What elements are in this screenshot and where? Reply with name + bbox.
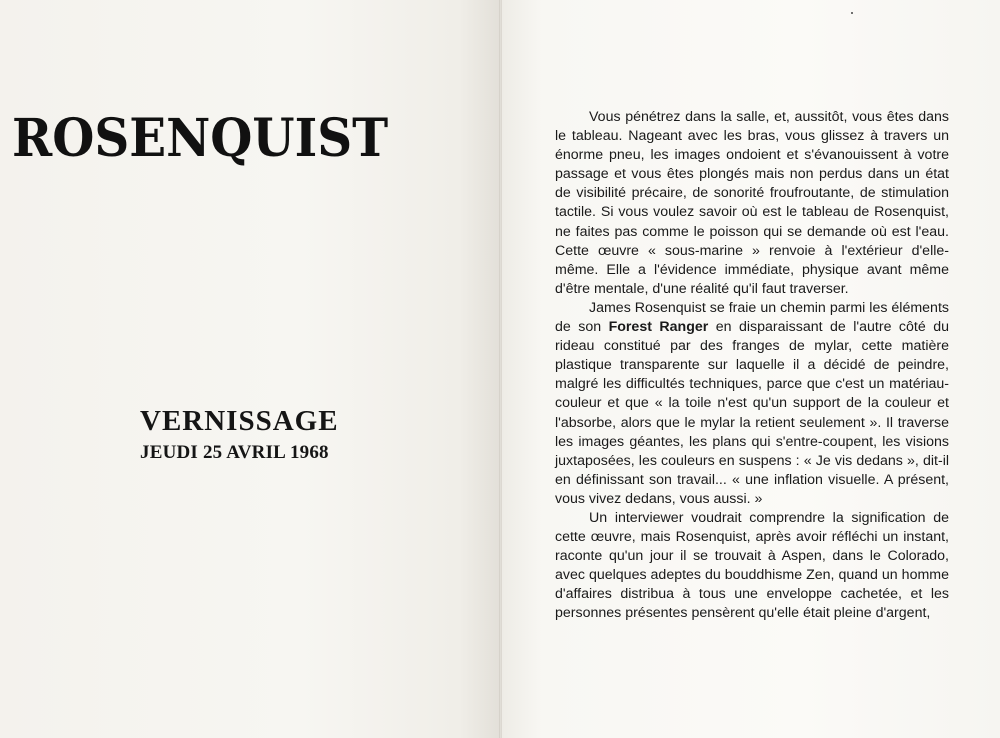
event-date: JEUDI 25 AVRIL 1968: [140, 442, 329, 463]
paragraph-2-end: en disparaissant de l'autre côté du rideau constitué par des franges de mylar, cette matière plastique transparente sur laquelle il a décidé de peindre, malgré les difficultés techniques, parce que c'est un matériau-couleur et que « la toile n'est qu'un support de la couleur et l'absorbe, alors que le mylar la retient seulement ». Il traverse les images géantes, les plans qui s'entre-coupent, les visions juxtaposées, les couleurs en suspens : « Je vis dedans », dit-il en définissant son travail... « une inflation visuelle. A présent, vous vivez dedans, vous aussi. »: [555, 319, 949, 507]
paragraph-2: [555, 299, 949, 509]
paragraph-3: Un interviewer voudrait comprendre la signification de cette œuvre, mais Rosenquist, après avoir réfléchi un instant, raconte qu'un jour il se trouvait à Aspen, dans le Colorado, avec quelques adeptes du bouddhisme Zen, quand un homme d'affaires distribua à tous une enveloppe cachetée, et les personnes présentes pensèrent qu'elle était pleine d'argent,: [555, 509, 949, 622]
artist-title: ROSENQUIST: [12, 108, 389, 169]
article-text: [555, 108, 949, 624]
left-page: [0, 0, 499, 738]
event-label: VERNISSAGE: [140, 405, 339, 437]
vernissage-block: [140, 404, 380, 466]
paragraph-2-start: James Rosenquist se fraie un chemin parmi les éléments de son: [555, 299, 949, 336]
paragraph-1: Vous pénétrez dans la salle, et, aussitôt, vous êtes dans le tableau. Nageant avec les bras, vous glissez à travers un énorme pneu, les images ondoient et s'évanouissent à votre passage et vous êtes plongés mais non perdus dans un état de visibilité précaire, de sonorité froufroutante, de stimulation tactile. Si vous voulez savoir où est le tableau de Rosenquist, ne faites pas comme le poisson qui se demande où est l'eau. Cette œuvre « sous-marine » renvoie à l'extérieur d'elle-même. Elle a l'évidence immédiate, physique avant même d'être mentale, d'une réalité qu'il faut traverser.: [555, 109, 949, 297]
paper-speck: [851, 12, 853, 14]
artwork-title: Forest Ranger: [608, 319, 709, 336]
